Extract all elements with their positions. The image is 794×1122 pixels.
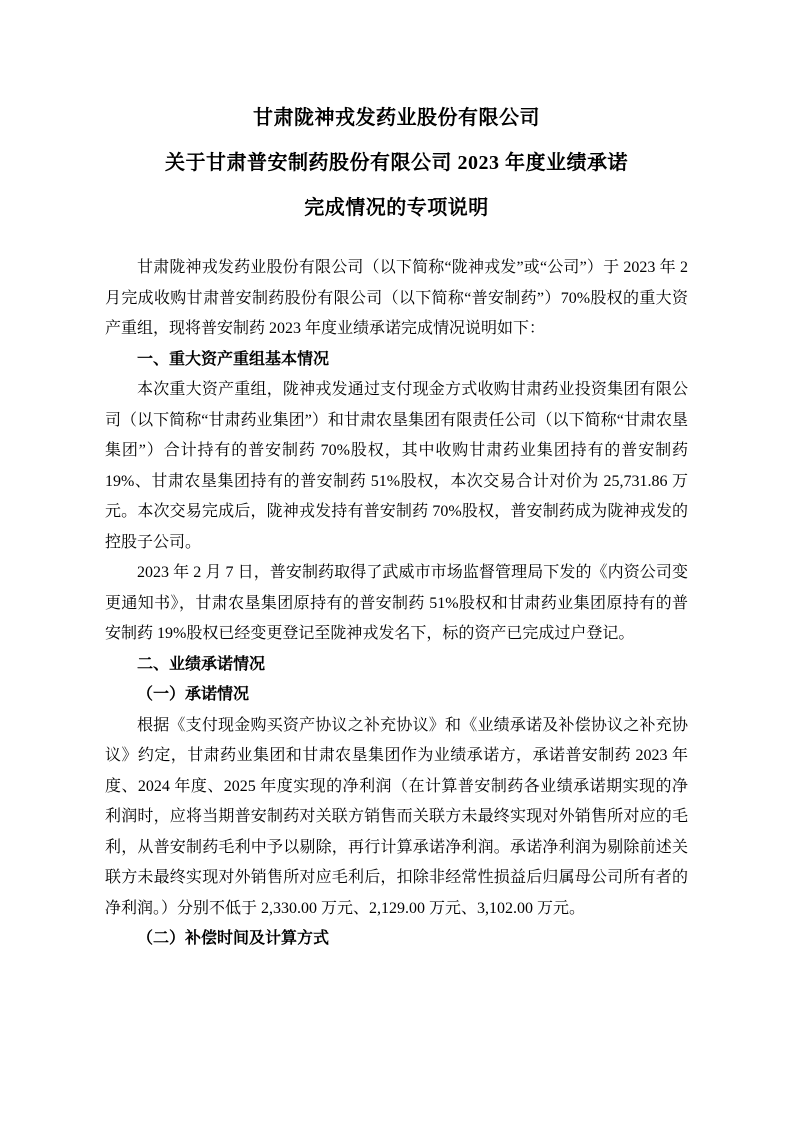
document-title <box>105 96 688 231</box>
intro-paragraph: 甘肃陇神戎发药业股份有限公司（以下简称“陇神戎发”或“公司”）于 2023 年 2 月完成收购甘肃普安制药股份有限公司（以下简称“普安制药”）70%股权的重大资产重组，现将普安制药 2023 年度业绩承诺完成情况说明如下： <box>105 259 688 337</box>
document-title-line-2: 关于甘肃普安制药股份有限公司 2023 年度业绩承诺 <box>165 152 628 174</box>
registration-paragraph: 2023 年 2 月 7 日，普安制药取得了武威市市场监督管理局下发的《内资公司变更通知书》，甘肃农垦集团原持有的普安制药 51%股权和甘肃药业集团原持有的普安制药 19%股权已经变更登记至陇神戎发名下，标的资产已完成过户登记。 <box>105 564 688 642</box>
document-title-line-1: 甘肃陇神戎发药业股份有限公司 <box>253 107 540 129</box>
restructuring-paragraph: 本次重大资产重组，陇神戎发通过支付现金方式收购甘肃药业投资集团有限公司（以下简称“甘肃药业集团”）和甘肃农垦集团有限责任公司（以下简称“甘肃农垦集团”）合计持有的普安制药 70%股权，其中收购甘肃药业集团持有的普安制药 19%、甘肃农垦集团持有的普安制药 51%股权，本次交易合计对价为 25,731.86 万元。本次交易完成后，陇神戎发持有普安制药 70%股权，普安制药成为陇神戎发的控股子公司。 <box>105 381 688 551</box>
document-body <box>105 253 688 955</box>
section-heading-2: 二、业绩承诺情况 <box>137 655 266 673</box>
document-title-line-3: 完成情况的专项说明 <box>304 197 489 219</box>
subsection-heading-commitment: （一）承诺情况 <box>137 686 250 703</box>
subsection-heading-compensation: （二）补偿时间及计算方式 <box>137 930 330 947</box>
section-heading-1: 一、重大资产重组基本情况 <box>137 350 330 368</box>
commitment-paragraph: 根据《支付现金购买资产协议之补充协议》和《业绩承诺及补偿协议之补充协议》约定，甘肃药业集团和甘肃农垦集团作为业绩承诺方，承诺普安制药 2023 年度、2024 年度、2025 年度实现的净利润（在计算普安制药各业绩承诺期实现的净利润时，应将当期普安制药对关联方销售而关联方未最终实现对外销售所对应的毛利，从普安制药毛利中予以剔除，再行计算承诺净利润。承诺净利润为剔除前述关联方未最终实现对外销售所对应毛利后，扣除非经常性损益后归属母公司所有者的净利润。）分别不低于 2,330.00 万元、2,129.00 万元、3,102.00 万元。 <box>105 716 688 917</box>
